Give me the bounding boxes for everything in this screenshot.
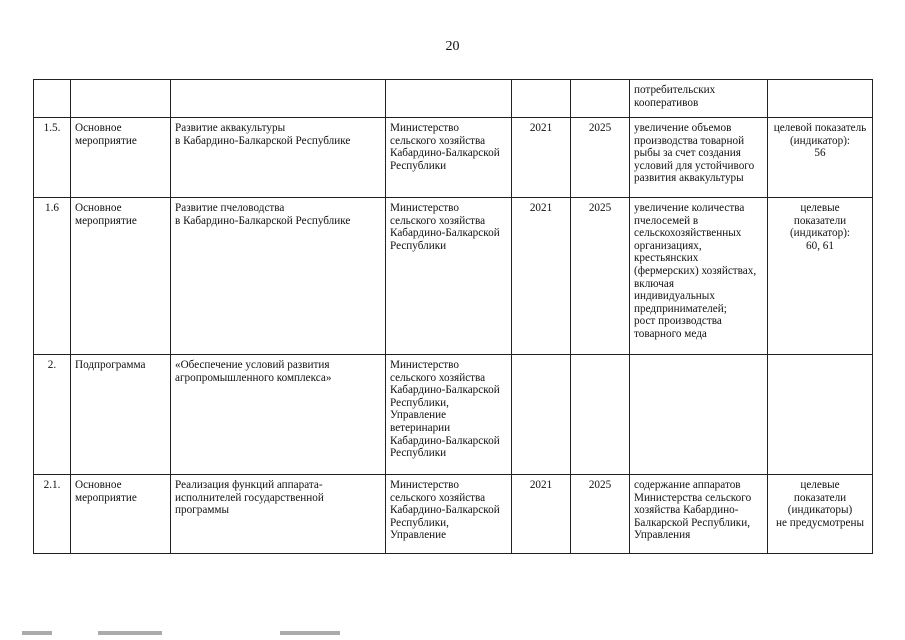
row-start-year (512, 80, 571, 118)
row-name: Развитие пчеловодства в Кабардино-Балкарской Республике (171, 198, 386, 355)
row-indicator: целевые показатели (индикатор): 60, 61 (768, 198, 873, 355)
table-row (34, 198, 873, 355)
row-indicator: целевой показатель (индикатор): 56 (768, 118, 873, 198)
row-kind (71, 80, 171, 118)
row-end-year (571, 80, 630, 118)
row-number: 2.1. (34, 475, 71, 554)
row-end-year: 2025 (571, 118, 630, 198)
row-indicator (768, 80, 873, 118)
row-expected-result: содержание аппаратов Министерства сельского хозяйства Кабардино- Балкарской Республики, Управления (630, 475, 768, 554)
row-expected-result: потребительских кооперативов (630, 80, 768, 118)
row-name: Развитие аквакультуры в Кабардино-Балкарской Республике (171, 118, 386, 198)
scan-artifact (22, 631, 52, 635)
row-start-year (512, 355, 571, 475)
row-start-year: 2021 (512, 118, 571, 198)
row-kind: Основное мероприятие (71, 475, 171, 554)
row-executor: Министерство сельского хозяйства Кабардино-Балкарской Республики, Управление ветеринарии Кабардино-Балкарской Республики (386, 355, 512, 475)
row-executor: Министерство сельского хозяйства Кабардино-Балкарской Республики, Управление (386, 475, 512, 554)
table-row (34, 355, 873, 475)
row-end-year (571, 355, 630, 475)
program-activities-table (33, 79, 873, 554)
row-name: «Обеспечение условий развития агропромышленного комплекса» (171, 355, 386, 475)
table-row (34, 118, 873, 198)
table-row (34, 80, 873, 118)
row-end-year: 2025 (571, 198, 630, 355)
row-executor (386, 80, 512, 118)
row-name: Реализация функций аппарата- исполнителей государственной программы (171, 475, 386, 554)
row-start-year: 2021 (512, 475, 571, 554)
scan-artifact (98, 631, 162, 635)
row-kind: Основное мероприятие (71, 118, 171, 198)
row-expected-result: увеличение количества пчелосемей в сельскохозяйственных организациях, крестьянских (фермерских) хозяйствах, включая индивидуальных предпринимателей; рост производства товарного меда (630, 198, 768, 355)
row-end-year: 2025 (571, 475, 630, 554)
row-name (171, 80, 386, 118)
row-start-year: 2021 (512, 198, 571, 355)
row-executor: Министерство сельского хозяйства Кабардино-Балкарской Республики (386, 118, 512, 198)
page-number: 20 (445, 39, 460, 54)
row-number: 1.5. (34, 118, 71, 198)
row-executor: Министерство сельского хозяйства Кабардино-Балкарской Республики (386, 198, 512, 355)
row-number (34, 80, 71, 118)
row-number: 2. (34, 355, 71, 475)
row-number: 1.6 (34, 198, 71, 355)
row-expected-result (630, 355, 768, 475)
row-kind: Подпрограмма (71, 355, 171, 475)
row-indicator: целевые показатели (индикаторы) не предусмотрены (768, 475, 873, 554)
row-indicator (768, 355, 873, 475)
table-row (34, 475, 873, 554)
scan-artifact (280, 631, 340, 635)
row-kind: Основное мероприятие (71, 198, 171, 355)
row-expected-result: увеличение объемов производства товарной рыбы за счет создания условий для устойчивого развития аквакультуры (630, 118, 768, 198)
